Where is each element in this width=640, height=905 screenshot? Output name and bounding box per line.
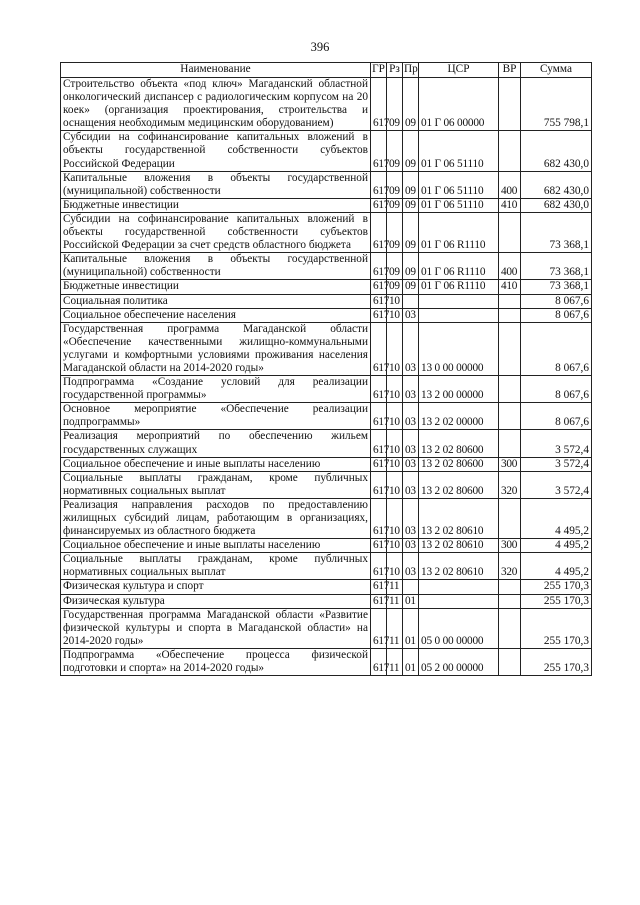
cell-pr: 01	[403, 594, 419, 608]
header-rz: Рз	[387, 63, 403, 78]
cell-rz: 11	[387, 580, 403, 594]
cell-gr: 617	[371, 308, 387, 322]
cell-rz: 10	[387, 376, 403, 403]
table-row	[61, 403, 592, 430]
cell-gr: 617	[371, 430, 387, 457]
cell-vr: 320	[499, 471, 521, 498]
cell-gr: 617	[371, 594, 387, 608]
cell-name: Подпрограмма «Обеспечение процесса физической подготовки и спорта» на 2014-2020 годы»	[61, 648, 371, 675]
cell-rz: 09	[387, 198, 403, 212]
table-row	[61, 471, 592, 498]
cell-vr	[499, 308, 521, 322]
cell-pr: 03	[403, 430, 419, 457]
cell-gr: 617	[371, 608, 387, 648]
cell-rz: 10	[387, 498, 403, 538]
cell-sum: 255 170,3	[521, 608, 592, 648]
cell-rz: 09	[387, 280, 403, 294]
cell-csr: 01 Г 06 51110	[419, 198, 499, 212]
cell-gr: 617	[371, 498, 387, 538]
cell-sum: 682 430,0	[521, 198, 592, 212]
cell-sum: 255 170,3	[521, 594, 592, 608]
cell-sum: 255 170,3	[521, 648, 592, 675]
cell-gr: 617	[371, 78, 387, 131]
cell-csr: 05 2 00 00000	[419, 648, 499, 675]
page-number: 396	[310, 40, 330, 54]
cell-name: Капитальные вложения в объекты государственной (муниципальной) собственности	[61, 171, 371, 198]
cell-gr: 617	[371, 212, 387, 252]
cell-rz: 09	[387, 212, 403, 252]
table-row	[61, 131, 592, 171]
cell-csr	[419, 594, 499, 608]
cell-gr: 617	[371, 580, 387, 594]
budget-table	[60, 62, 592, 676]
cell-name: Бюджетные инвестиции	[61, 198, 371, 212]
cell-name: Бюджетные инвестиции	[61, 280, 371, 294]
cell-csr: 13 2 02 80610	[419, 539, 499, 553]
table-row	[61, 648, 592, 675]
cell-vr: 400	[499, 171, 521, 198]
cell-pr: 09	[403, 280, 419, 294]
table-row	[61, 322, 592, 375]
cell-name: Социальное обеспечение и иные выплаты населению	[61, 539, 371, 553]
cell-gr: 617	[371, 403, 387, 430]
cell-pr: 03	[403, 553, 419, 580]
cell-gr: 617	[371, 253, 387, 280]
cell-csr: 13 0 00 00000	[419, 322, 499, 375]
cell-sum: 4 495,2	[521, 553, 592, 580]
cell-vr	[499, 498, 521, 538]
table-row	[61, 457, 592, 471]
cell-vr	[499, 608, 521, 648]
cell-pr: 09	[403, 78, 419, 131]
cell-name: Субсидии на софинансирование капитальных вложений в объекты государственной собственности субъектов Российской Федерации	[61, 131, 371, 171]
cell-pr: 09	[403, 198, 419, 212]
table-row	[61, 308, 592, 322]
table-body	[61, 78, 592, 676]
cell-pr: 03	[403, 376, 419, 403]
cell-name: Государственная программа Магаданской области «Обеспечение качественными жилищно-коммунальными услугами и комфортными условиями проживания населения Магаданской области на 2014-2020 годы»	[61, 322, 371, 375]
cell-sum: 73 368,1	[521, 253, 592, 280]
cell-name: Реализация мероприятий по обеспечению жильем государственных служащих	[61, 430, 371, 457]
table-row	[61, 171, 592, 198]
cell-vr	[499, 376, 521, 403]
table-row	[61, 553, 592, 580]
cell-gr: 617	[371, 471, 387, 498]
cell-name: Социальные выплаты гражданам, кроме публичных нормативных социальных выплат	[61, 553, 371, 580]
cell-gr: 617	[371, 322, 387, 375]
header-gr: ГР	[371, 63, 387, 78]
cell-name: Основное мероприятие «Обеспечение реализации подпрограммы»	[61, 403, 371, 430]
table-row	[61, 253, 592, 280]
cell-rz: 10	[387, 471, 403, 498]
cell-rz: 10	[387, 294, 403, 308]
cell-vr: 400	[499, 253, 521, 280]
cell-pr: 09	[403, 131, 419, 171]
cell-vr	[499, 594, 521, 608]
cell-vr	[499, 322, 521, 375]
cell-name: Субсидии на софинансирование капитальных вложений в объекты государственной собственности субъектов Российской Федерации за счет средств областного бюджета	[61, 212, 371, 252]
cell-csr: 13 2 00 00000	[419, 376, 499, 403]
cell-vr: 300	[499, 539, 521, 553]
cell-csr: 05 0 00 00000	[419, 608, 499, 648]
table-row	[61, 594, 592, 608]
cell-vr	[499, 78, 521, 131]
cell-csr: 13 2 02 80600	[419, 457, 499, 471]
header-vr: ВР	[499, 63, 521, 78]
cell-csr: 01 Г 06 00000	[419, 78, 499, 131]
cell-name: Капитальные вложения в объекты государственной (муниципальной) собственности	[61, 253, 371, 280]
cell-csr: 01 Г 06 51110	[419, 171, 499, 198]
cell-pr: 03	[403, 322, 419, 375]
cell-csr: 13 2 02 80600	[419, 471, 499, 498]
cell-csr: 01 Г 06 51110	[419, 131, 499, 171]
cell-vr	[499, 212, 521, 252]
table-row	[61, 78, 592, 131]
cell-sum: 3 572,4	[521, 471, 592, 498]
cell-gr: 617	[371, 171, 387, 198]
cell-pr	[403, 580, 419, 594]
cell-rz: 11	[387, 608, 403, 648]
cell-name: Строительство объекта «под ключ» Магаданский областной онкологический диспансер с радиологическим корпусом на 20 коек» (организация проектирования, строительства и оснащения необходимым медицинским оборудованием)	[61, 78, 371, 131]
cell-sum: 755 798,1	[521, 78, 592, 131]
cell-sum: 3 572,4	[521, 457, 592, 471]
cell-csr: 13 2 02 00000	[419, 403, 499, 430]
cell-sum: 8 067,6	[521, 376, 592, 403]
cell-pr	[403, 294, 419, 308]
table-row	[61, 280, 592, 294]
cell-name: Физическая культура	[61, 594, 371, 608]
cell-vr: 410	[499, 198, 521, 212]
cell-csr	[419, 294, 499, 308]
cell-sum: 4 495,2	[521, 498, 592, 538]
cell-rz: 09	[387, 253, 403, 280]
cell-vr: 300	[499, 457, 521, 471]
cell-rz: 09	[387, 171, 403, 198]
cell-vr	[499, 580, 521, 594]
cell-vr: 320	[499, 553, 521, 580]
cell-gr: 617	[371, 376, 387, 403]
cell-pr: 03	[403, 471, 419, 498]
table-row	[61, 608, 592, 648]
cell-pr: 03	[403, 403, 419, 430]
cell-rz: 10	[387, 322, 403, 375]
cell-sum: 8 067,6	[521, 322, 592, 375]
cell-name: Государственная программа Магаданской области «Развитие физической культуры и спорта в Магаданской области» на 2014-2020 годы»	[61, 608, 371, 648]
table-row	[61, 430, 592, 457]
cell-rz: 10	[387, 553, 403, 580]
cell-rz: 11	[387, 648, 403, 675]
table-row	[61, 198, 592, 212]
cell-csr: 01 Г 06 R1110	[419, 280, 499, 294]
cell-rz: 11	[387, 594, 403, 608]
cell-sum: 8 067,6	[521, 403, 592, 430]
cell-sum: 255 170,3	[521, 580, 592, 594]
cell-pr: 01	[403, 648, 419, 675]
table-row	[61, 294, 592, 308]
cell-csr: 01 Г 06 R1110	[419, 212, 499, 252]
cell-name: Социальное обеспечение населения	[61, 308, 371, 322]
cell-name: Социальное обеспечение и иные выплаты населению	[61, 457, 371, 471]
header-name: Наименование	[61, 63, 371, 78]
cell-rz: 09	[387, 78, 403, 131]
cell-gr: 617	[371, 539, 387, 553]
cell-sum: 73 368,1	[521, 280, 592, 294]
cell-pr: 03	[403, 457, 419, 471]
cell-sum: 4 495,2	[521, 539, 592, 553]
cell-rz: 10	[387, 457, 403, 471]
cell-rz: 10	[387, 308, 403, 322]
cell-csr: 13 2 02 80600	[419, 430, 499, 457]
cell-sum: 8 067,6	[521, 308, 592, 322]
cell-gr: 617	[371, 280, 387, 294]
table-row	[61, 539, 592, 553]
cell-pr: 09	[403, 212, 419, 252]
header-csr: ЦСР	[419, 63, 499, 78]
cell-csr	[419, 580, 499, 594]
cell-csr: 13 2 02 80610	[419, 553, 499, 580]
cell-gr: 617	[371, 553, 387, 580]
cell-rz: 10	[387, 430, 403, 457]
cell-sum: 8 067,6	[521, 294, 592, 308]
table-header-row	[61, 63, 592, 78]
table-row	[61, 212, 592, 252]
cell-name: Реализация направления расходов по предоставлению жилищных субсидий лицам, работающим в организациях, финансируемых из областного бюджета	[61, 498, 371, 538]
cell-vr	[499, 294, 521, 308]
header-pr: Пр	[403, 63, 419, 78]
cell-sum: 682 430,0	[521, 131, 592, 171]
cell-name: Социальная политика	[61, 294, 371, 308]
cell-sum: 3 572,4	[521, 430, 592, 457]
cell-csr	[419, 308, 499, 322]
cell-gr: 617	[371, 648, 387, 675]
cell-vr: 410	[499, 280, 521, 294]
cell-vr	[499, 648, 521, 675]
cell-gr: 617	[371, 198, 387, 212]
table-row	[61, 498, 592, 538]
cell-vr	[499, 403, 521, 430]
cell-pr: 09	[403, 253, 419, 280]
cell-name: Подпрограмма «Создание условий для реализации государственной программы»	[61, 376, 371, 403]
cell-vr	[499, 430, 521, 457]
cell-rz: 10	[387, 539, 403, 553]
cell-vr	[499, 131, 521, 171]
cell-sum: 73 368,1	[521, 212, 592, 252]
cell-pr: 03	[403, 498, 419, 538]
cell-pr: 09	[403, 171, 419, 198]
table-row	[61, 376, 592, 403]
cell-name: Социальные выплаты гражданам, кроме публичных нормативных социальных выплат	[61, 471, 371, 498]
cell-csr: 13 2 02 80610	[419, 498, 499, 538]
cell-pr: 03	[403, 308, 419, 322]
cell-name: Физическая культура и спорт	[61, 580, 371, 594]
cell-gr: 617	[371, 457, 387, 471]
cell-pr: 01	[403, 608, 419, 648]
cell-sum: 682 430,0	[521, 171, 592, 198]
header-sum: Сумма	[521, 63, 592, 78]
cell-rz: 09	[387, 131, 403, 171]
cell-csr: 01 Г 06 R1110	[419, 253, 499, 280]
cell-gr: 617	[371, 131, 387, 171]
cell-gr: 617	[371, 294, 387, 308]
cell-pr: 03	[403, 539, 419, 553]
cell-rz: 10	[387, 403, 403, 430]
table-row	[61, 580, 592, 594]
